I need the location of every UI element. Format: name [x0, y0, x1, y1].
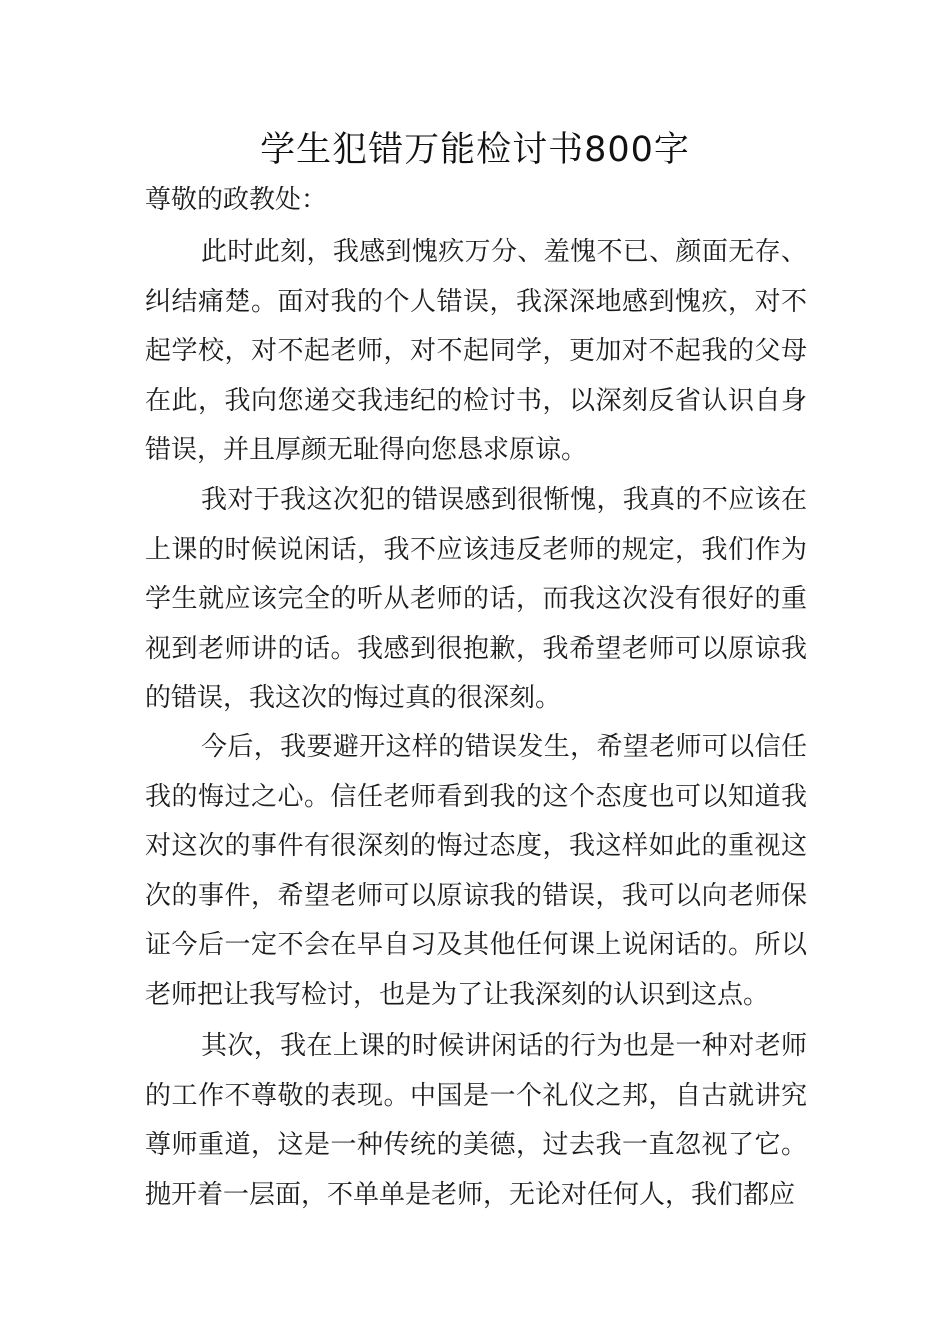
paragraph-4: 其次，我在上课的时候讲闲话的行为也是一种对老师的工作不尊敬的表现。中国是一个礼仪之邦，自古就讲究尊师重道，这是一种传统的美德，过去我一直忽视了它。抛开着一层面，不单单是老师，无论对任何人，我们都应	[145, 1031, 807, 1210]
paragraph-1: 此时此刻，我感到愧疚万分、羞愧不已、颜面无存、纠结痛楚。面对我的个人错误，我深深地感到愧疚，对不起学校，对不起老师，对不起同学，更加对不起我的父母在此，我向您递交我违纪的检讨书，以深刻反省认识自身错误，并且厚颜无耻得向您恳求原谅。	[145, 237, 807, 466]
paragraph-2: 我对于我这次犯的错误感到很惭愧，我真的不应该在上课的时候说闲话，我不应该违反老师的规定，我们作为学生就应该完全的听从老师的话，而我这次没有很好的重视到老师讲的话。我感到很抱歉，我希望老师可以原谅我的错误，我这次的悔过真的很深刻。	[145, 485, 807, 714]
paragraph-3: 今后，我要避开这样的错误发生，希望老师可以信任我的悔过之心。信任老师看到我的这个态度也可以知道我对这次的事件有很深刻的悔过态度，我这样如此的重视这次的事件，希望老师可以原谅我的错误，我可以向老师保证今后一定不会在早自习及其他任何课上说闲话的。所以老师把让我写检讨，也是为了让我深刻的认识到这点。	[145, 732, 807, 1010]
document-title: 学生犯错万能检讨书800字	[260, 130, 690, 170]
salutation: 尊敬的政教处：	[145, 185, 328, 215]
